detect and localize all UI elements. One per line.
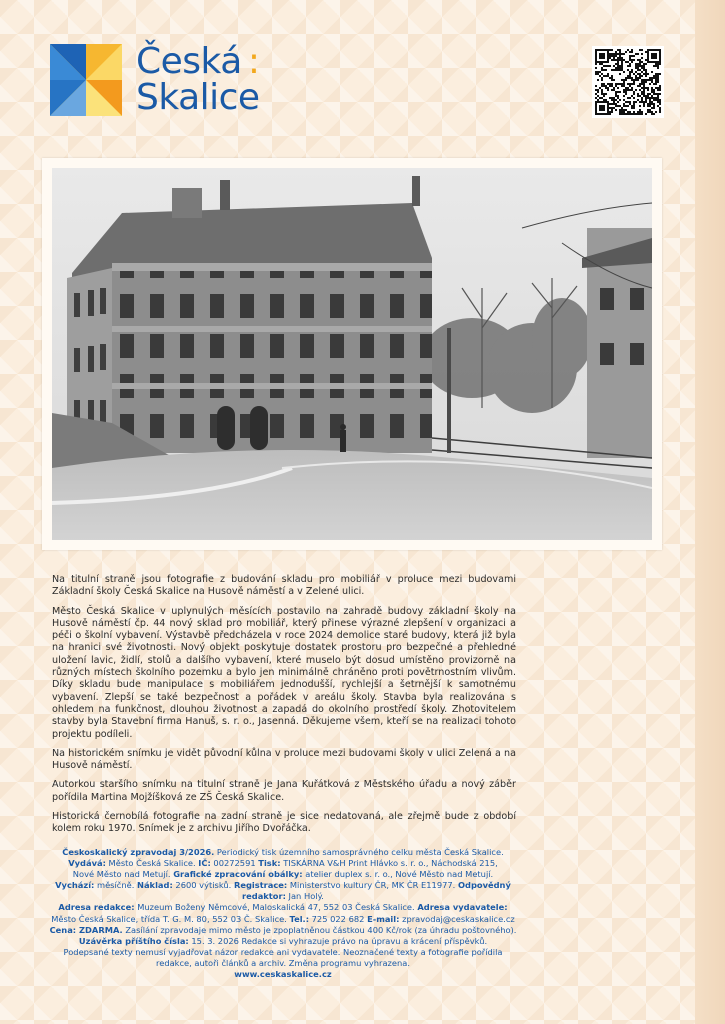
town-logo-icon xyxy=(50,44,122,116)
photo-frame xyxy=(42,158,662,550)
colophon-issue: Českoskalický zpravodaj 3/2026. xyxy=(62,847,215,857)
logo-line1: Česká xyxy=(136,41,242,82)
paragraph: Na historickém snímku je vidět původní kůlna v proluce mezi budovami školy v ulici Zelená a na Husově náměstí. xyxy=(52,747,516,772)
paragraph: Město Česká Skalice v uplynulých měsících postavilo na zahradě budovy základní školy na Husově náměstí čp. 44 nový sklad pro mobiliář, který přinese výrazné zlepšení v organizaci a péči o školní vybavení. Výstavbě předcházela v roce 2024 demolice staré budovy, která již byla na hranici své životnosti. Nový objekt poskytuje dostatek prostoru pro bezpečné a přehledné uložení lavic, židlí, stolů a dalšího vybavení, které muselo být dosud umístěno provizorně na různých místech školního pozemku a bylo jen minimálně chráněno proti povětrnostním vlivům. Díky skladu bude manipulace s mobiliářem jednodušší, rychlejší a šetrnější k samotnému vybavení. Zlepší se také bezpečnost a pořádek v areálu školy. Stavba byla realizována s ohledem na funkčnost, dlouhou životnost a zapadá do okolního prostředí školy. Zhotovitelem stavby byla Stavební firma Hanuš, s. r. o., Jasenná. Děkujeme všem, kteří se na realizaci tohoto projektu podíleli. xyxy=(52,605,516,740)
paragraph: Autorkou staršího snímku na titulní straně je Jana Kuřátková z Městského úřadu a nový záběr pořídila Martina Mojžíšková ze ZŠ Česká Skalice. xyxy=(52,779,516,803)
paragraph: Historická černobílá fotografie na zadní straně je sice nedatovaná, ale zřejmě bude z období kolem roku 1970. Snímek je z archivu Jiřího Dvořáčka. xyxy=(52,811,516,835)
website-link[interactable]: www.ceskaskalice.cz xyxy=(234,969,332,980)
paragraph: Na titulní straně jsou fotografie z budování skladu pro mobiliář v proluce mezi budovami Základní školy Česká Skalice na Husově náměstí a v Zelené ulici. xyxy=(52,574,516,598)
logo-colon: : xyxy=(247,41,260,82)
logo-line2: Skalice xyxy=(136,77,260,118)
article-body xyxy=(52,574,516,843)
town-logo-wordmark xyxy=(136,41,260,118)
qr-code-icon[interactable] xyxy=(592,46,664,118)
town-logo xyxy=(50,41,260,118)
historic-school-photo xyxy=(52,168,652,540)
right-edge-strip xyxy=(695,0,725,1024)
colophon: Českoskalický zpravodaj 3/2026. Periodický tisk územního samosprávného celku města Česká Skalice. Vydává: Město Česká Skalice. IČ: 00272591 Tisk: TISKÁRNA V&H Print Hlávko s. r. o., Náchodská 215, Nové Město nad Metují. Grafické zpracování obálky: atelier duplex s. r. o., Nové Město nad Metují. Vychází: měsíčně. Náklad: 2600 výtisků. Registrace: Ministerstvo kultury ČR, MK ČR E11977. Odpovědný redaktor: Jan Holý. Adresa redakce: Muzeum Boženy Němcové, Maloskalická 47, 552 03 Česká Skalice. Adresa vydavatele: Město Česká Skalice, třída T. G. M. 80, 552 03 Č. Skalice. Tel.: 725 022 682 E-mail: zpravodaj@ceskaskalice.cz Cena: ZDARMA. Zasílání zpravodaje mimo město je zpoplatněnou částkou 400 Kč/rok (za úhradu poštovného). Uzávěrka příštího čísla: 15. 3. 2026 Redakce si vyhrazuje právo na úpravu a krácení příspěvků. Podepsané texty nemusí vyjadřovat názor redakce ani vydavatele. Neoznačené texty a fotografie pořídila redakce, autoři článků a archiv. Změna programu vyhrazena. www.ceskaskalice.cz xyxy=(49,847,517,980)
